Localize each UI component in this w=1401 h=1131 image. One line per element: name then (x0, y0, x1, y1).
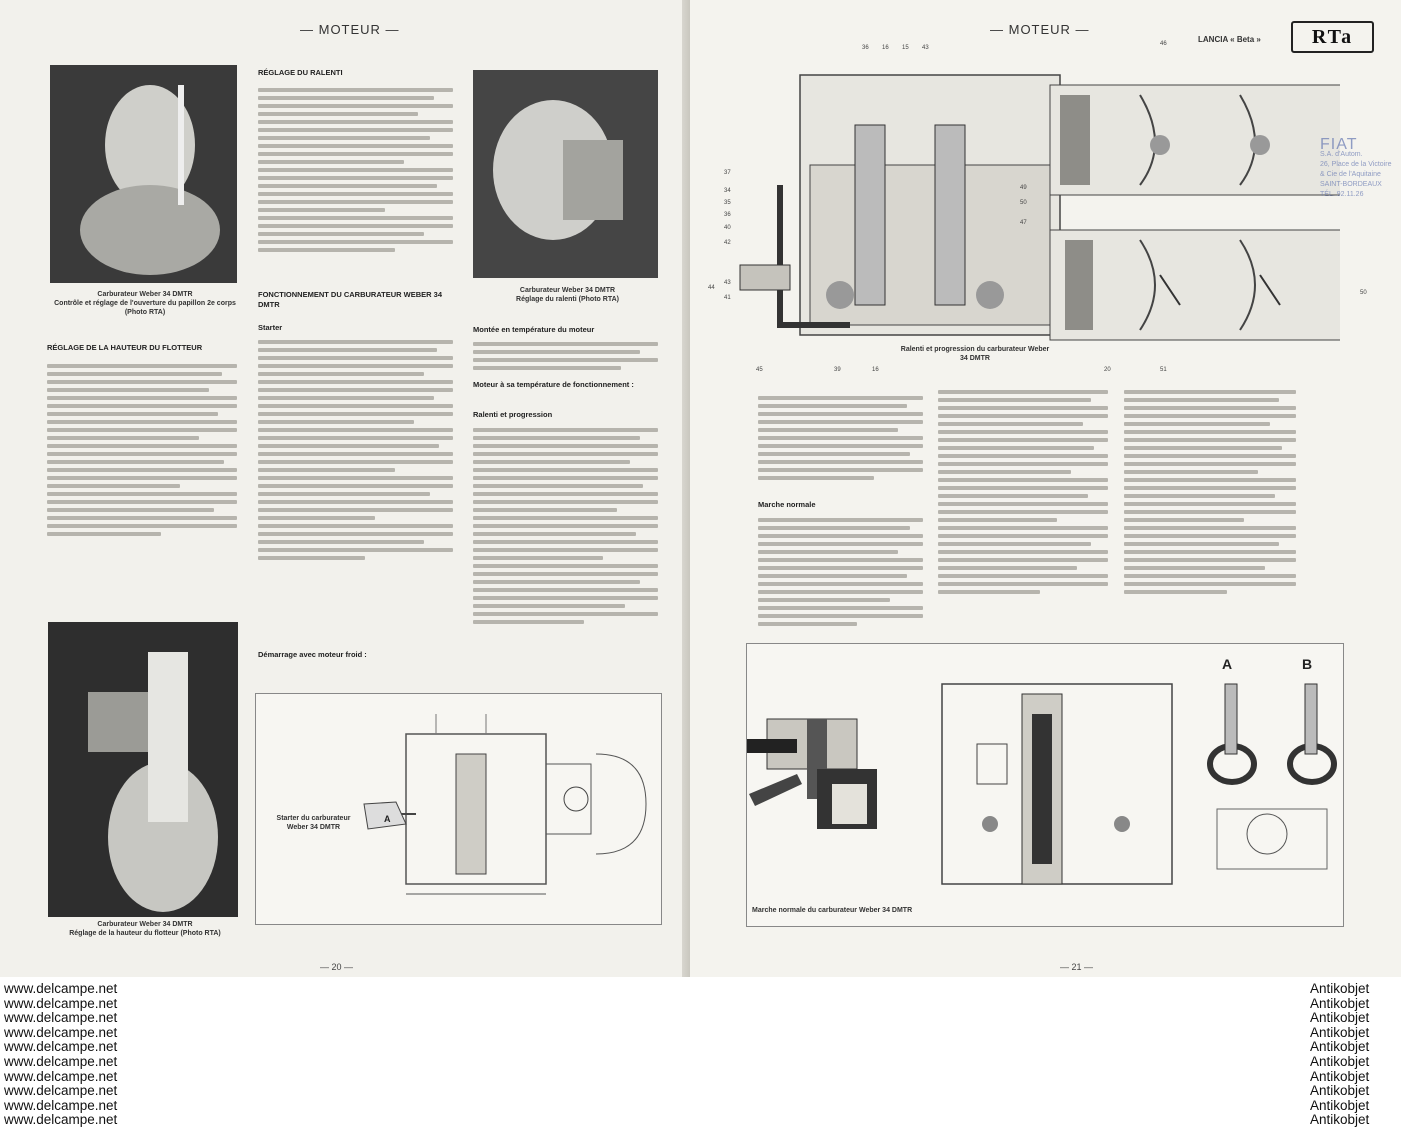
starter-diagram-svg (256, 694, 661, 924)
heading-starter: Starter (258, 323, 283, 332)
fig-num-20: 20 (1104, 367, 1111, 373)
watermark-right (1310, 982, 1369, 1128)
ralenti-diagram-svg (720, 45, 1340, 375)
heading-ralenti-progression: Ralenti et progression (473, 410, 553, 419)
fig-num-34: 34 (724, 188, 731, 194)
heading-montee-temperature: Montée en température du moteur (473, 325, 595, 334)
figure-letter-a: A (1222, 656, 1233, 672)
fig-num-42: 42 (724, 240, 731, 246)
watermark-delcampe: www.delcampe.net (4, 1010, 118, 1026)
fig-num-16b: 16 (872, 367, 879, 373)
right-brand-header: LANCIA « Beta » (1198, 35, 1261, 44)
fig-num-41: 41 (724, 295, 731, 301)
figure-marche-normale (746, 643, 1344, 927)
right-page (690, 0, 1401, 977)
left-running-head: — MOTEUR — (300, 22, 400, 37)
dealer-stamp (1320, 136, 1401, 250)
fig-num-50-right: 50 (1360, 290, 1367, 296)
text-column-left-2a (258, 84, 453, 256)
starter-figure-caption: Starter du carburateur Weber 34 DMTR (276, 815, 351, 831)
fig-num-15: 15 (902, 45, 909, 51)
heading-moteur-temperature: Moteur à sa température de fonctionnement : (473, 380, 634, 389)
fig-num-36: 36 (862, 45, 869, 51)
fig-num-45: 45 (756, 367, 763, 373)
watermark-delcampe: www.delcampe.net (4, 1024, 118, 1040)
watermark-antikobjet: Antikobjet (1310, 1053, 1370, 1069)
photo2-caption: Carburateur Weber 34 DMTR Réglage du ralenti (Photo RTA) (516, 287, 619, 303)
stamp-line-5: SAINT-BORDEAUX (1320, 181, 1382, 188)
text-column-left-3a (473, 338, 658, 374)
photo-idle-adjustment (473, 70, 658, 278)
fig-num-49: 49 (1020, 185, 1027, 191)
fig-num-35: 35 (724, 200, 731, 206)
watermark-antikobjet: Antikobjet (1310, 1068, 1370, 1084)
watermark-antikobjet: Antikobjet (1310, 995, 1370, 1011)
fig-num-40: 40 (724, 225, 731, 231)
watermark-delcampe: www.delcampe.net (4, 1083, 118, 1099)
marche-figure-caption: Marche normale du carburateur Weber 34 DMTR (752, 907, 913, 914)
right-page-number: — 21 — (1060, 962, 1094, 972)
fig-num-50: 50 (1020, 200, 1027, 206)
heading-reglage-flotteur: RÉGLAGE DE LA HAUTEUR DU FLOTTEUR (47, 343, 203, 352)
fig-num-36b: 36 (724, 212, 731, 218)
heading-reglage-ralenti: RÉGLAGE DU RALENTI (258, 68, 343, 77)
stamp-line-6: TÉL. 92.11.26 (1320, 191, 1364, 198)
watermark-antikobjet: Antikobjet (1310, 1112, 1370, 1128)
figure-letter-b: B (1302, 656, 1313, 672)
text-column-right-3 (1124, 386, 1296, 598)
text-column-left-3b (473, 424, 658, 628)
watermark-antikobjet: Antikobjet (1310, 1097, 1370, 1113)
watermark-delcampe: www.delcampe.net (4, 1053, 118, 1069)
marche-diagram-svg (747, 644, 1343, 926)
figure-starter-diagram (255, 693, 662, 925)
photo-float-height (48, 622, 238, 917)
heading-marche-normale: Marche normale (758, 500, 816, 509)
fig-num-44: 44 (708, 285, 715, 291)
heading-demarrage: Démarrage avec moteur froid : (258, 650, 367, 659)
fig-num-39: 39 (834, 367, 841, 373)
fig-num-43b: 43 (724, 280, 731, 286)
stamp-line-4: & Cie de l'Aquitaine (1320, 171, 1381, 178)
stamp-line-3: 26, Place de la Victoire (1320, 161, 1392, 168)
fig-num-47: 47 (1020, 220, 1027, 226)
fig-num-37: 37 (724, 170, 731, 176)
fig-num-16: 16 (882, 45, 889, 51)
right-running-head: — MOTEUR — (990, 22, 1090, 37)
left-page (0, 0, 690, 977)
ralenti-figure-caption: Ralenti et progression du carburateur Weber 34 DMTR (900, 346, 1050, 362)
watermark-antikobjet: Antikobjet (1310, 981, 1370, 996)
watermark-left (4, 982, 117, 1128)
text-column-right-1a (758, 392, 923, 484)
watermark-delcampe: www.delcampe.net (4, 981, 118, 996)
text-column-right-2 (938, 386, 1108, 598)
starter-letter-a: A (384, 814, 391, 824)
fig-num-43: 43 (922, 45, 929, 51)
watermark-delcampe: www.delcampe.net (4, 1097, 118, 1113)
heading-fonctionnement: FONCTIONNEMENT DU CARBURATEUR WEBER 34 DMTR (258, 290, 443, 309)
watermark-delcampe: www.delcampe.net (4, 1039, 118, 1055)
text-column-left-2b (258, 336, 453, 564)
photo3-caption: Carburateur Weber 34 DMTR Réglage de la hauteur du flotteur (Photo RTA) (69, 921, 221, 937)
photo1-caption: Carburateur Weber 34 DMTR Contrôle et réglage de l'ouverture du papillon 2e corps (Photo RTA) (54, 291, 236, 316)
fig-num-46: 46 (1160, 41, 1167, 47)
watermark-antikobjet: Antikobjet (1310, 1039, 1370, 1055)
watermark-delcampe: www.delcampe.net (4, 995, 118, 1011)
watermark-delcampe: www.delcampe.net (4, 1068, 118, 1084)
stamp-line-1: FIAT (1320, 136, 1358, 153)
text-column-right-1b (758, 514, 923, 630)
watermark-antikobjet: Antikobjet (1310, 1010, 1370, 1026)
stamp-line-2: S.A. d'Autom. (1320, 151, 1363, 158)
fig-num-51: 51 (1160, 367, 1167, 373)
watermark-antikobjet: Antikobjet (1310, 1024, 1370, 1040)
text-column-left-1 (47, 360, 237, 540)
rta-logo: RTa (1291, 21, 1374, 53)
watermark-antikobjet: Antikobjet (1310, 1083, 1370, 1099)
left-page-number: — 20 — (320, 962, 354, 972)
photo-carburetor-adjustment (50, 65, 237, 283)
watermark-delcampe: www.delcampe.net (4, 1112, 118, 1128)
